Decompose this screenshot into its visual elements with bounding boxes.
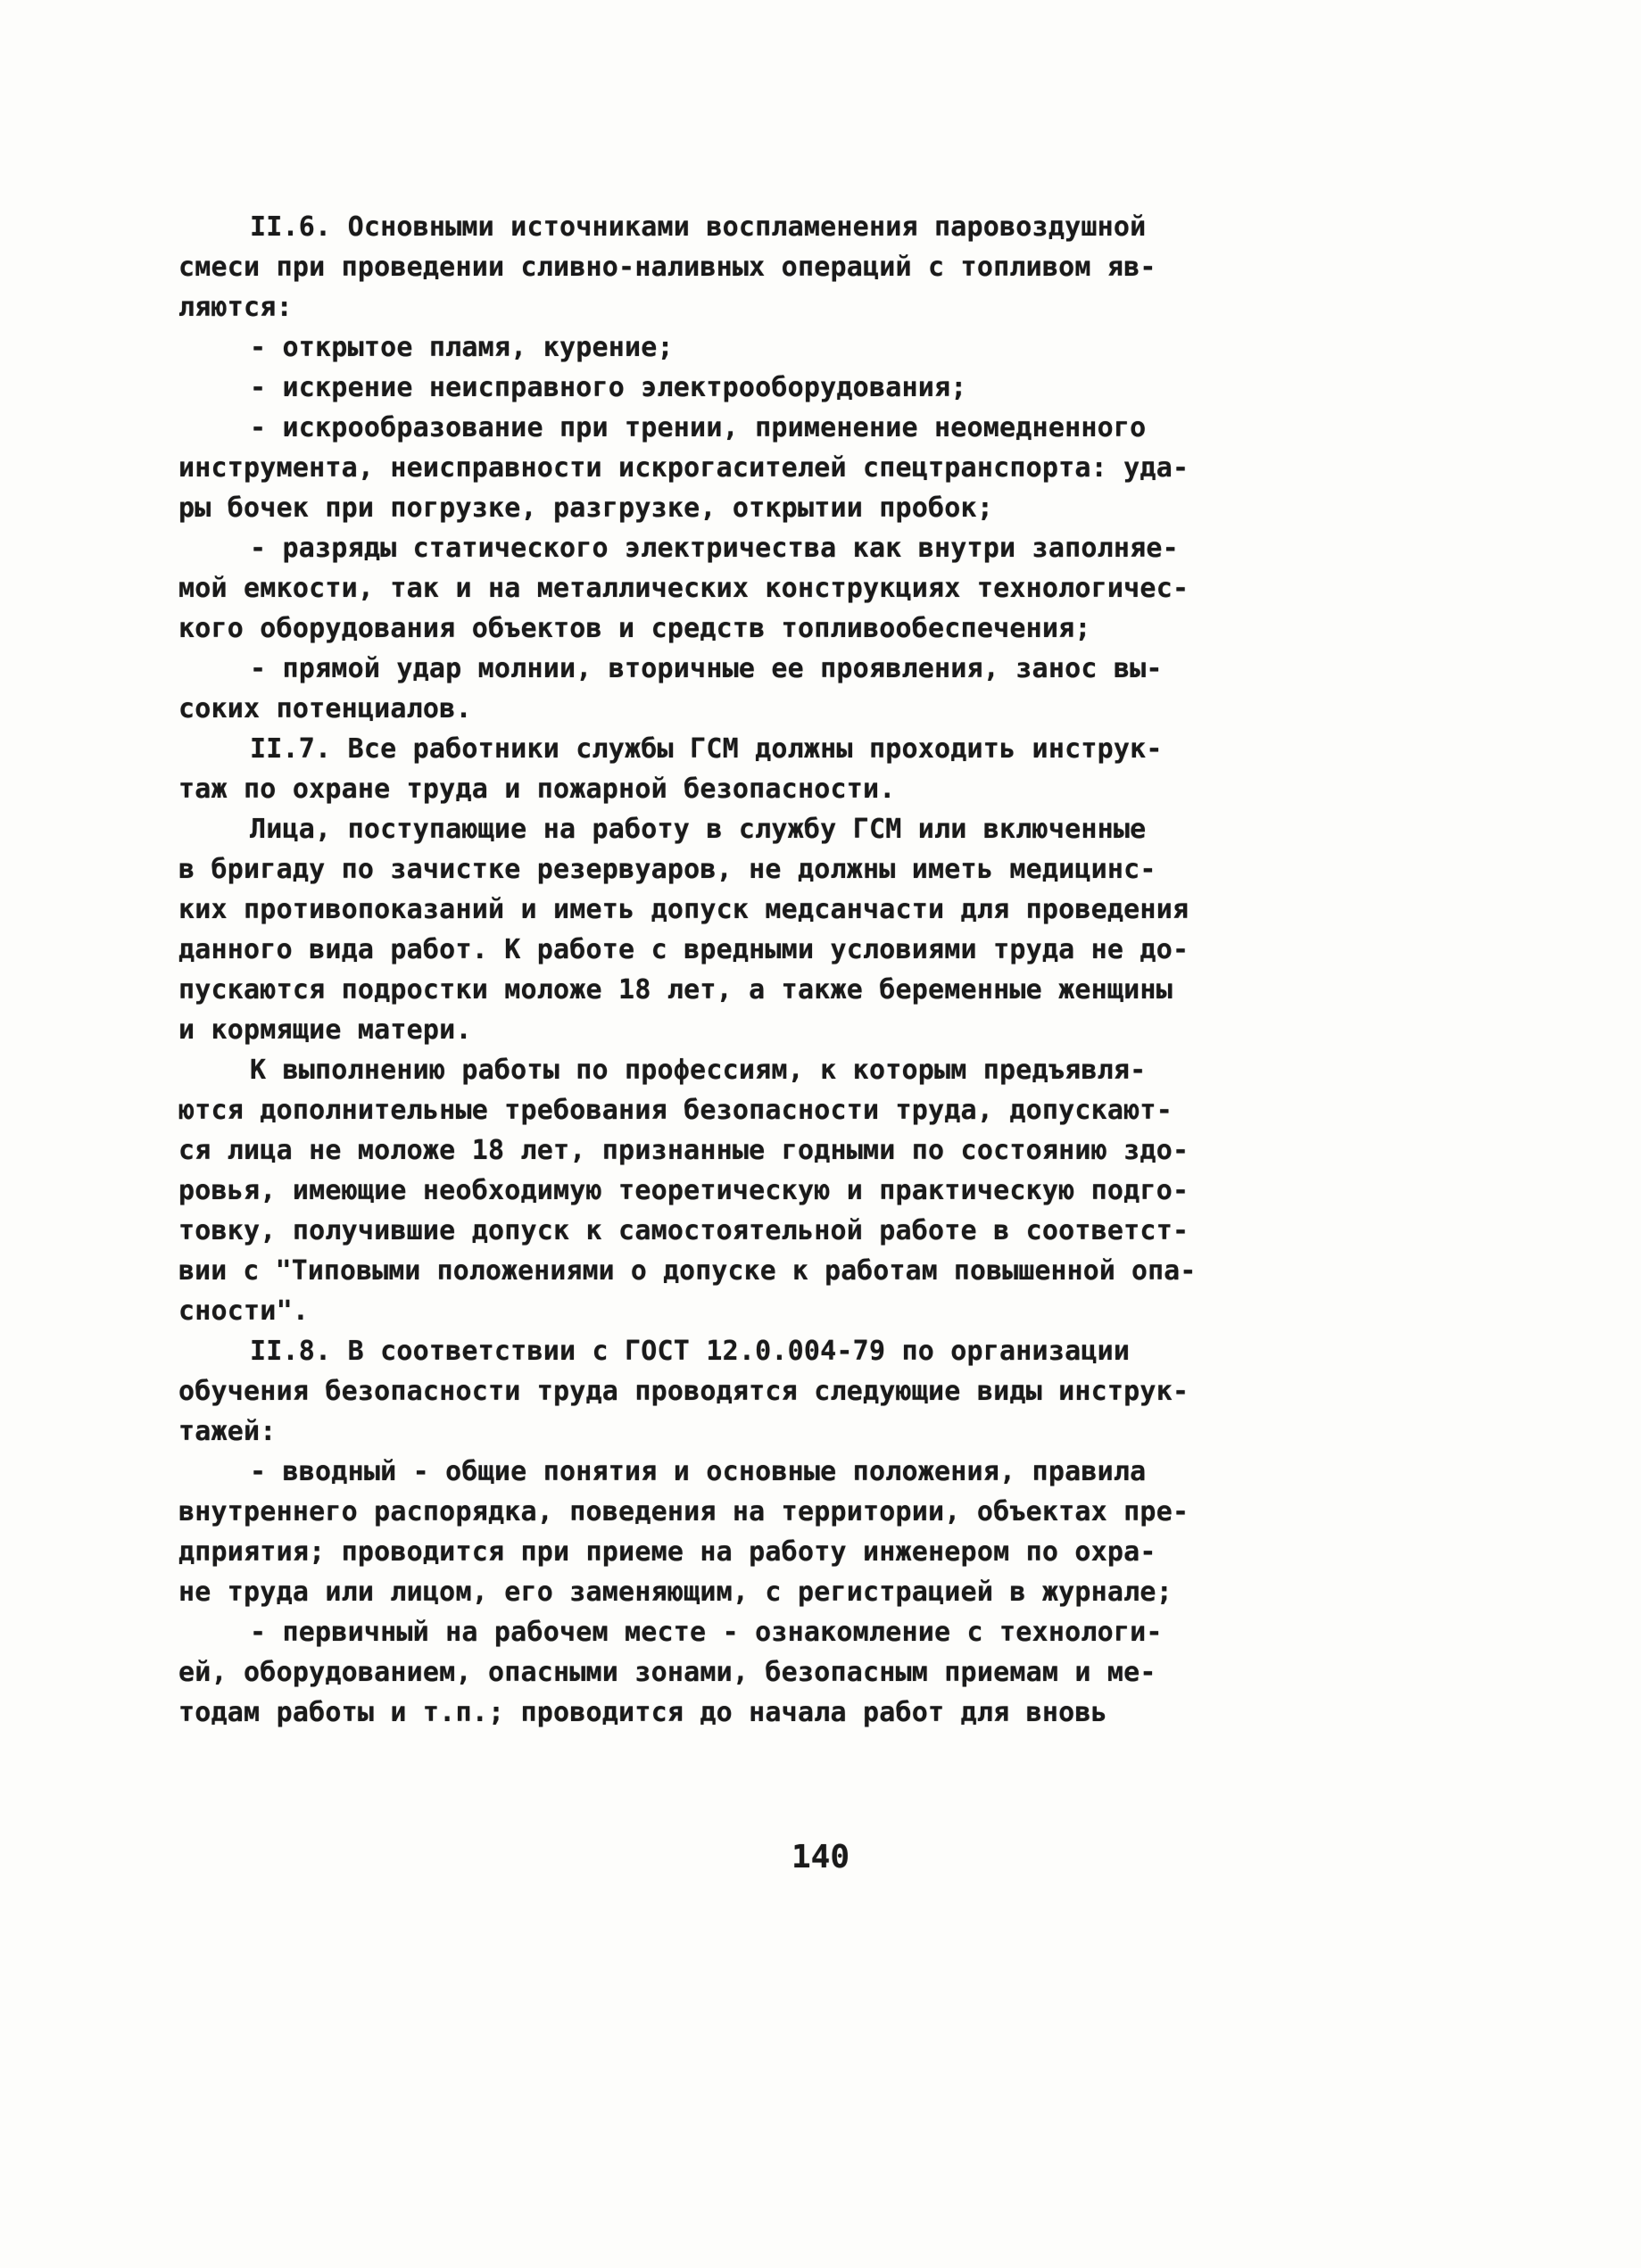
text-line: II.6. Основными источниками воспламенения паровоздушной	[250, 211, 1147, 243]
text-line: тажей:	[178, 1416, 277, 1447]
page-number: 140	[791, 1839, 850, 1875]
text-line: ры бочек при погрузке, разгрузке, открытии пробок;	[178, 493, 994, 524]
text-line: - вводный - общие понятия и основные положения, правила	[250, 1456, 1147, 1487]
text-line: - искрение неисправного электрооборудования;	[250, 372, 967, 403]
text-line: смеси при проведении сливно-наливных операций с топливом яв-	[178, 252, 1156, 283]
text-line: Лица, поступающие на работу в службу ГСМ или включенные	[250, 814, 1147, 845]
text-line: - открытое пламя, курение;	[250, 332, 674, 363]
text-line: II.7. Все работники службы ГСМ должны проходить инструк-	[250, 733, 1163, 765]
text-line: - первичный на рабочем месте - ознакомление с технологи-	[250, 1617, 1163, 1648]
text-line: К выполнению работы по профессиям, к которым предъявля-	[250, 1055, 1147, 1086]
text-line: кого оборудования объектов и средств топливообеспечения;	[178, 613, 1091, 644]
text-line: - разряды статического электричества как внутри заполняе-	[250, 533, 1179, 564]
text-line: тодам работы и т.п.; проводится до начала работ для вновь	[178, 1697, 1107, 1728]
text-line: инструмента, неисправности искрогасителей спецтранспорта: уда-	[178, 452, 1189, 484]
text-line: внутреннего распорядка, поведения на территории, объектах пре-	[178, 1496, 1189, 1527]
text-line: соких потенциалов.	[178, 693, 472, 724]
text-line: в бригаду по зачистке резервуаров, не должны иметь медицинс-	[178, 854, 1156, 885]
text-line: таж по охране труда и пожарной безопасности.	[178, 774, 896, 805]
text-line: ровья, имеющие необходимую теоретическую и практическую подго-	[178, 1175, 1189, 1206]
text-line: ких противопоказаний и иметь допуск медсанчасти для проведения	[178, 894, 1189, 925]
text-line: - искрообразование при трении, применение неомедненного	[250, 412, 1147, 443]
text-line: ляются:	[178, 292, 293, 323]
text-line: не труда или лицом, его заменяющим, с регистрацией в журнале;	[178, 1577, 1173, 1608]
text-line: дприятия; проводится при приеме на работу инженером по охра-	[178, 1536, 1156, 1568]
text-line: вии с "Типовыми положениями о допуске к работам повышенной опа-	[178, 1255, 1197, 1287]
text-line: данного вида работ. К работе с вредными условиями труда не до-	[178, 934, 1189, 965]
text-line: пускаются подростки моложе 18 лет, а также беременные женщины	[178, 974, 1173, 1006]
text-line: II.8. В соответствии с ГОСТ 12.0.004-79 по организации	[250, 1336, 1131, 1367]
text-line: товку, получившие допуск к самостоятельной работе в соответст-	[178, 1215, 1189, 1246]
text-line: сности".	[178, 1295, 310, 1327]
text-line: ей, оборудованием, опасными зонами, безопасным приемам и ме-	[178, 1657, 1156, 1688]
text-line: ся лица не моложе 18 лет, признанные годными по состоянию здо-	[178, 1135, 1189, 1166]
text-line: ются дополнительные требования безопасности труда, допускают-	[178, 1095, 1173, 1126]
text-line: и кормящие матери.	[178, 1014, 472, 1046]
text-line: обучения безопасности труда проводятся следующие виды инструк-	[178, 1376, 1189, 1407]
text-line: мой емкости, так и на металлических конструкциях технологичес-	[178, 573, 1189, 604]
text-line: - прямой удар молнии, вторичные ее проявления, занос вы-	[250, 653, 1163, 684]
